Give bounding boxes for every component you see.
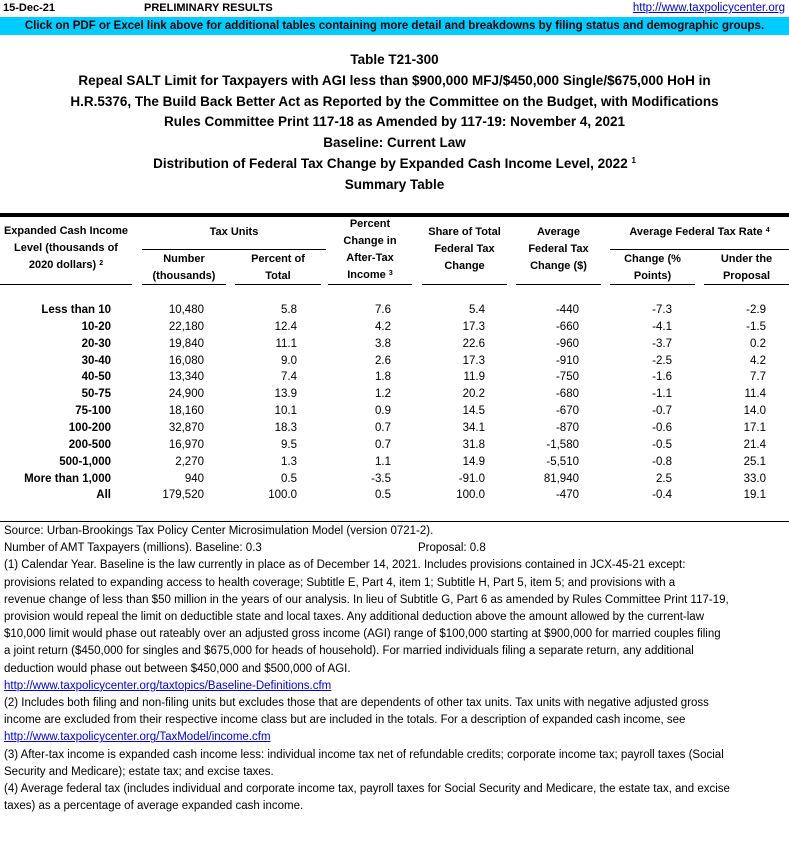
cell-average-change: -910 <box>555 354 579 367</box>
table-row <box>0 454 789 471</box>
table-row <box>0 353 789 370</box>
header-percent-change: Percent Change in After-Tax Income $^3$ <box>343 218 397 281</box>
cell-percent-of-total: 5.8 <box>281 304 297 316</box>
cell-percent-change: 0.7 <box>375 421 391 434</box>
cell-percent-change: 1.8 <box>375 371 391 384</box>
cell-percent-of-total: 12.4 <box>274 320 297 333</box>
cell-percent-of-total: 13.9 <box>274 388 297 401</box>
cell-share: 14.5 <box>462 405 485 418</box>
footnote-marker: 1 <box>631 155 636 165</box>
preliminary-label: PRELIMINARY RESULTS <box>144 2 273 14</box>
cell-percent-of-total: 7.4 <box>281 371 297 384</box>
cell-average-change: -670 <box>555 405 579 418</box>
top-bar <box>0 0 789 16</box>
cell-share: 22.6 <box>462 337 485 350</box>
cell-percent-change: 3.8 <box>375 337 391 350</box>
cell-percent-of-total: 11.1 <box>275 337 297 350</box>
cell-share: 11.9 <box>463 371 485 384</box>
cell-rate-change: -0.8 <box>652 455 672 468</box>
baseline-definitions-link[interactable]: http://www.taxpolicycenter.org/taxtopics/Baseline-Definitions.cfm <box>4 679 332 692</box>
cell-rate-change: -0.7 <box>652 405 672 418</box>
table-row <box>0 437 789 454</box>
cell-average-change: -960 <box>555 337 579 350</box>
cell-income-level: 100-200 <box>68 421 111 434</box>
summary-title: Summary Table <box>344 176 445 192</box>
cell-percent-change: 0.9 <box>375 405 391 418</box>
info-banner: Click on PDF or Excel link above for additional tables containing more detail and breakdowns by filing status and demographic groups. <box>0 17 789 35</box>
cell-rate-change: -1.6 <box>652 371 672 384</box>
cell-income-level: 500-1,000 <box>59 455 111 468</box>
cell-percent-change: 4.2 <box>375 320 391 333</box>
cell-income-level: 30-40 <box>81 354 111 367</box>
table-row <box>0 369 789 386</box>
cell-rate-change: -7.3 <box>652 304 672 316</box>
cell-percent-change: 2.6 <box>375 354 391 367</box>
header-rate-change: Change (% Points) <box>624 253 681 282</box>
cell-income-level: 50-75 <box>81 388 111 401</box>
header-underline <box>610 249 789 250</box>
table-row <box>0 403 789 420</box>
cell-average-change: -680 <box>555 388 579 401</box>
header-underline <box>0 284 132 285</box>
header-underline <box>516 284 601 285</box>
cell-income-level: 20-30 <box>81 337 111 350</box>
cell-percent-of-total: 1.3 <box>281 455 297 468</box>
footnotes: Source: Urban-Brookings Tax Policy Center Microsimulation Model (version 0721-2). Number of AMT Taxpayers (millions). Baseline: 0.3 Proposal: 0.8 (1) Calendar Year. Baseline is the law currently in place as of December 14, 2021. Includes provisions contained in JCX-45-21 except: provisions related to expanding access to health coverage; Subtitle E, Part 4, item 1; Subtitle H, Part 5, item 5; and provisions with a revenue change of less than $50 million in the years of our analysis. In lieu of Subtitle G, Part 6 as amended by Rules Committee Print 117-19, provision would repeal the limit on deductible state and local taxes. Any additional deduction above the amount allowed by the current-law $10,000 limit would phase out rateably over an adjusted gross income (AGI) range of $100,000 starting at $900,000 for married couples filing a joint return ($450,000 for singles and $675,000 for heads of household). For married individuals filing a separate return, any additional deduction would phase out between $450,000 and $500,000 of AGI. http://www.taxpolicycenter.org/taxtopics/Baseline-Definitions.cfm (2) Includes both filing and non-filing units but excludes those that are dependents of other tax units. Tax units with negative adjusted gross income are excluded from their respective income class but are included in the totals. For a description of expanded cash income, see http://www.taxpolicycenter.org/TaxModel/income.cfm (3) After-tax income is expanded cash income less: individual income tax net of refundable credits; corporate income tax; payroll taxes (Social Security and Medicare); estate tax; and excise taxes. (4) Average federal tax (includes individual and corporate income tax, payroll taxes for Social Security and Medicare, the estate tax, and excise taxes) as a percentage of average expanded cash income. <box>4 523 786 815</box>
cell-number: 24,900 <box>168 388 204 401</box>
cell-rate-change: -0.5 <box>652 438 672 451</box>
header-underline <box>142 249 326 250</box>
cell-percent-of-total: 10.1 <box>274 405 297 418</box>
cell-rate-under: 4.2 <box>750 354 766 367</box>
cell-percent-of-total: 0.5 <box>281 472 297 485</box>
cell-percent-of-total: 18.3 <box>274 421 297 434</box>
cell-rate-under: 0.2 <box>750 337 766 350</box>
cell-average-change: -470 <box>555 489 579 502</box>
cell-rate-under: 11.4 <box>744 388 766 401</box>
cell-average-change: -870 <box>555 421 579 434</box>
cell-number: 22,180 <box>168 320 204 333</box>
cell-number: 19,840 <box>168 337 204 350</box>
cell-number: 18,160 <box>168 405 204 418</box>
cell-percent-change: 0.5 <box>375 489 391 502</box>
note-4: (4) Average federal tax (includes individual and corporate income tax, payroll taxes for Social Security and Medicare, the estate tax, and excise <box>4 783 730 796</box>
cell-average-change: -440 <box>555 304 579 316</box>
cell-income-level: More than 1,000 <box>24 472 111 485</box>
header-average-change: Average Federal Tax Change ($) <box>528 226 589 272</box>
table-row <box>0 319 789 336</box>
cell-rate-change: -3.7 <box>652 337 672 350</box>
cell-rate-change: -4.1 <box>652 320 672 333</box>
cell-rate-under: -2.9 <box>746 304 766 316</box>
note-2: (2) Includes both filing and non-filing units but excludes those that are dependents of other tax units. Tax units with negative adjusted gross <box>4 697 709 710</box>
header-income-level: Expanded Cash Income Level (thousands of 2020 dollars) $^2$ <box>3 225 129 271</box>
cell-share: 100.0 <box>456 489 485 502</box>
title-line-2: H.R.5376, The Build Back Better Act as Reported by the Committee on the Budget, with Modifications <box>70 93 719 109</box>
cell-percent-of-total: 9.5 <box>281 438 297 451</box>
header-underline <box>328 284 412 285</box>
cell-number: 940 <box>184 472 204 485</box>
cell-average-change: -1,580 <box>546 438 579 451</box>
header-percent-of-total: Percent of Total <box>251 253 305 282</box>
header-underline <box>235 284 321 285</box>
cell-rate-change: -2.5 <box>652 354 672 367</box>
header-tax-units: Tax Units <box>209 226 259 238</box>
cell-share: 14.9 <box>462 455 485 468</box>
cell-average-change: -750 <box>555 371 579 384</box>
cell-percent-change: 0.7 <box>375 438 391 451</box>
table-titles <box>0 50 789 196</box>
income-definition-link[interactable]: http://www.taxpolicycenter.org/TaxModel/income.cfm <box>4 731 271 744</box>
header-underline <box>610 284 695 285</box>
cell-rate-change: -0.6 <box>652 421 672 434</box>
cell-rate-under: 25.1 <box>743 455 766 468</box>
cell-income-level: All <box>96 489 111 502</box>
cell-share: 17.3 <box>462 320 485 333</box>
table-row <box>0 386 789 403</box>
source-note: Source: Urban-Brookings Tax Policy Center Microsimulation Model (version 0721-2). <box>4 525 434 537</box>
header-average-rate: Average Federal Tax Rate $^4$ <box>629 226 770 238</box>
cell-income-level: 40-50 <box>81 371 111 384</box>
cell-percent-of-total: 100.0 <box>268 489 297 502</box>
title-line-1: Repeal SALT Limit for Taxpayers with AGI less than $900,000 MFJ/$450,000 Single/$675,000 HoH in <box>78 72 711 88</box>
cell-number: 16,970 <box>168 438 204 451</box>
cell-number: 13,340 <box>168 371 204 384</box>
cell-percent-change: 1.1 <box>375 455 391 468</box>
site-link[interactable]: http://www.taxpolicycenter.org <box>632 2 785 14</box>
table-row <box>0 302 789 319</box>
header-underline <box>422 284 507 285</box>
cell-number: 32,870 <box>168 421 204 434</box>
header-rate-under: Under the Proposal <box>720 253 773 282</box>
cell-rate-under: 33.0 <box>743 472 766 485</box>
cell-percent-of-total: 9.0 <box>281 354 297 367</box>
cell-rate-change: -0.4 <box>652 489 672 502</box>
cell-number: 179,520 <box>162 489 204 502</box>
report-date: 15-Dec-21 <box>3 2 55 14</box>
cell-percent-change: -3.5 <box>371 472 391 485</box>
cell-average-change: -660 <box>555 320 579 333</box>
cell-number: 10,480 <box>168 304 204 316</box>
amt-note: Number of AMT Taxpayers (millions). Baseline: 0.3 Proposal: 0.8 <box>4 542 486 555</box>
cell-rate-change: -1.1 <box>652 388 672 401</box>
cell-rate-under: -1.5 <box>746 320 766 333</box>
table-row <box>0 471 789 488</box>
cell-percent-change: 7.6 <box>375 304 391 316</box>
note-1: (1) Calendar Year. Baseline is the law currently in place as of December 14, 2021. Includes provisions contained in JCX-45-21 except: <box>4 559 686 572</box>
cell-rate-under: 7.7 <box>750 371 766 384</box>
baseline-title: Baseline: Current Law <box>323 135 466 151</box>
cell-share: 20.2 <box>462 388 485 401</box>
cell-share: 5.4 <box>469 304 485 316</box>
cell-number: 16,080 <box>168 354 204 367</box>
cell-income-level: Less than 10 <box>41 304 111 316</box>
table-row <box>0 487 789 504</box>
cell-average-change: 81,940 <box>543 472 579 485</box>
cell-rate-under: 14.0 <box>743 405 766 418</box>
table-id: Table T21-300 <box>350 52 439 67</box>
header-underline <box>142 284 226 285</box>
table-row <box>0 336 789 353</box>
cell-share: 31.8 <box>462 438 485 451</box>
cell-share: -91.0 <box>458 472 485 485</box>
cell-share: 17.3 <box>462 354 485 367</box>
cell-share: 34.1 <box>462 421 485 434</box>
cell-rate-under: 19.1 <box>743 489 766 502</box>
table-row <box>0 420 789 437</box>
cell-rate-change: 2.5 <box>656 472 672 485</box>
table-bottom-rule <box>0 521 789 522</box>
header-share-of-total: Share of Total Federal Tax Change <box>428 226 501 272</box>
cell-percent-change: 1.2 <box>375 388 391 401</box>
cell-income-level: 10-20 <box>81 320 111 333</box>
note-3: (3) After-tax income is expanded cash income less: individual income tax net of refundable credits; corporate income tax; payroll taxes (Social <box>4 748 724 761</box>
cell-number: 2,270 <box>175 455 204 468</box>
distribution-title: Distribution of Federal Tax Change by Expanded Cash Income Level, 2022 $^1$ <box>153 155 636 171</box>
header-number: Number (thousands) <box>152 253 216 282</box>
cell-income-level: 75-100 <box>75 405 111 418</box>
cell-rate-under: 17.1 <box>743 421 766 434</box>
title-line-3: Rules Committee Print 117-18 as Amended by 117-19: November 4, 2021 <box>164 114 625 130</box>
cell-average-change: -5,510 <box>546 455 579 468</box>
cell-rate-under: 21.4 <box>743 438 766 451</box>
cell-income-level: 200-500 <box>68 438 111 451</box>
header-underline <box>704 284 789 285</box>
